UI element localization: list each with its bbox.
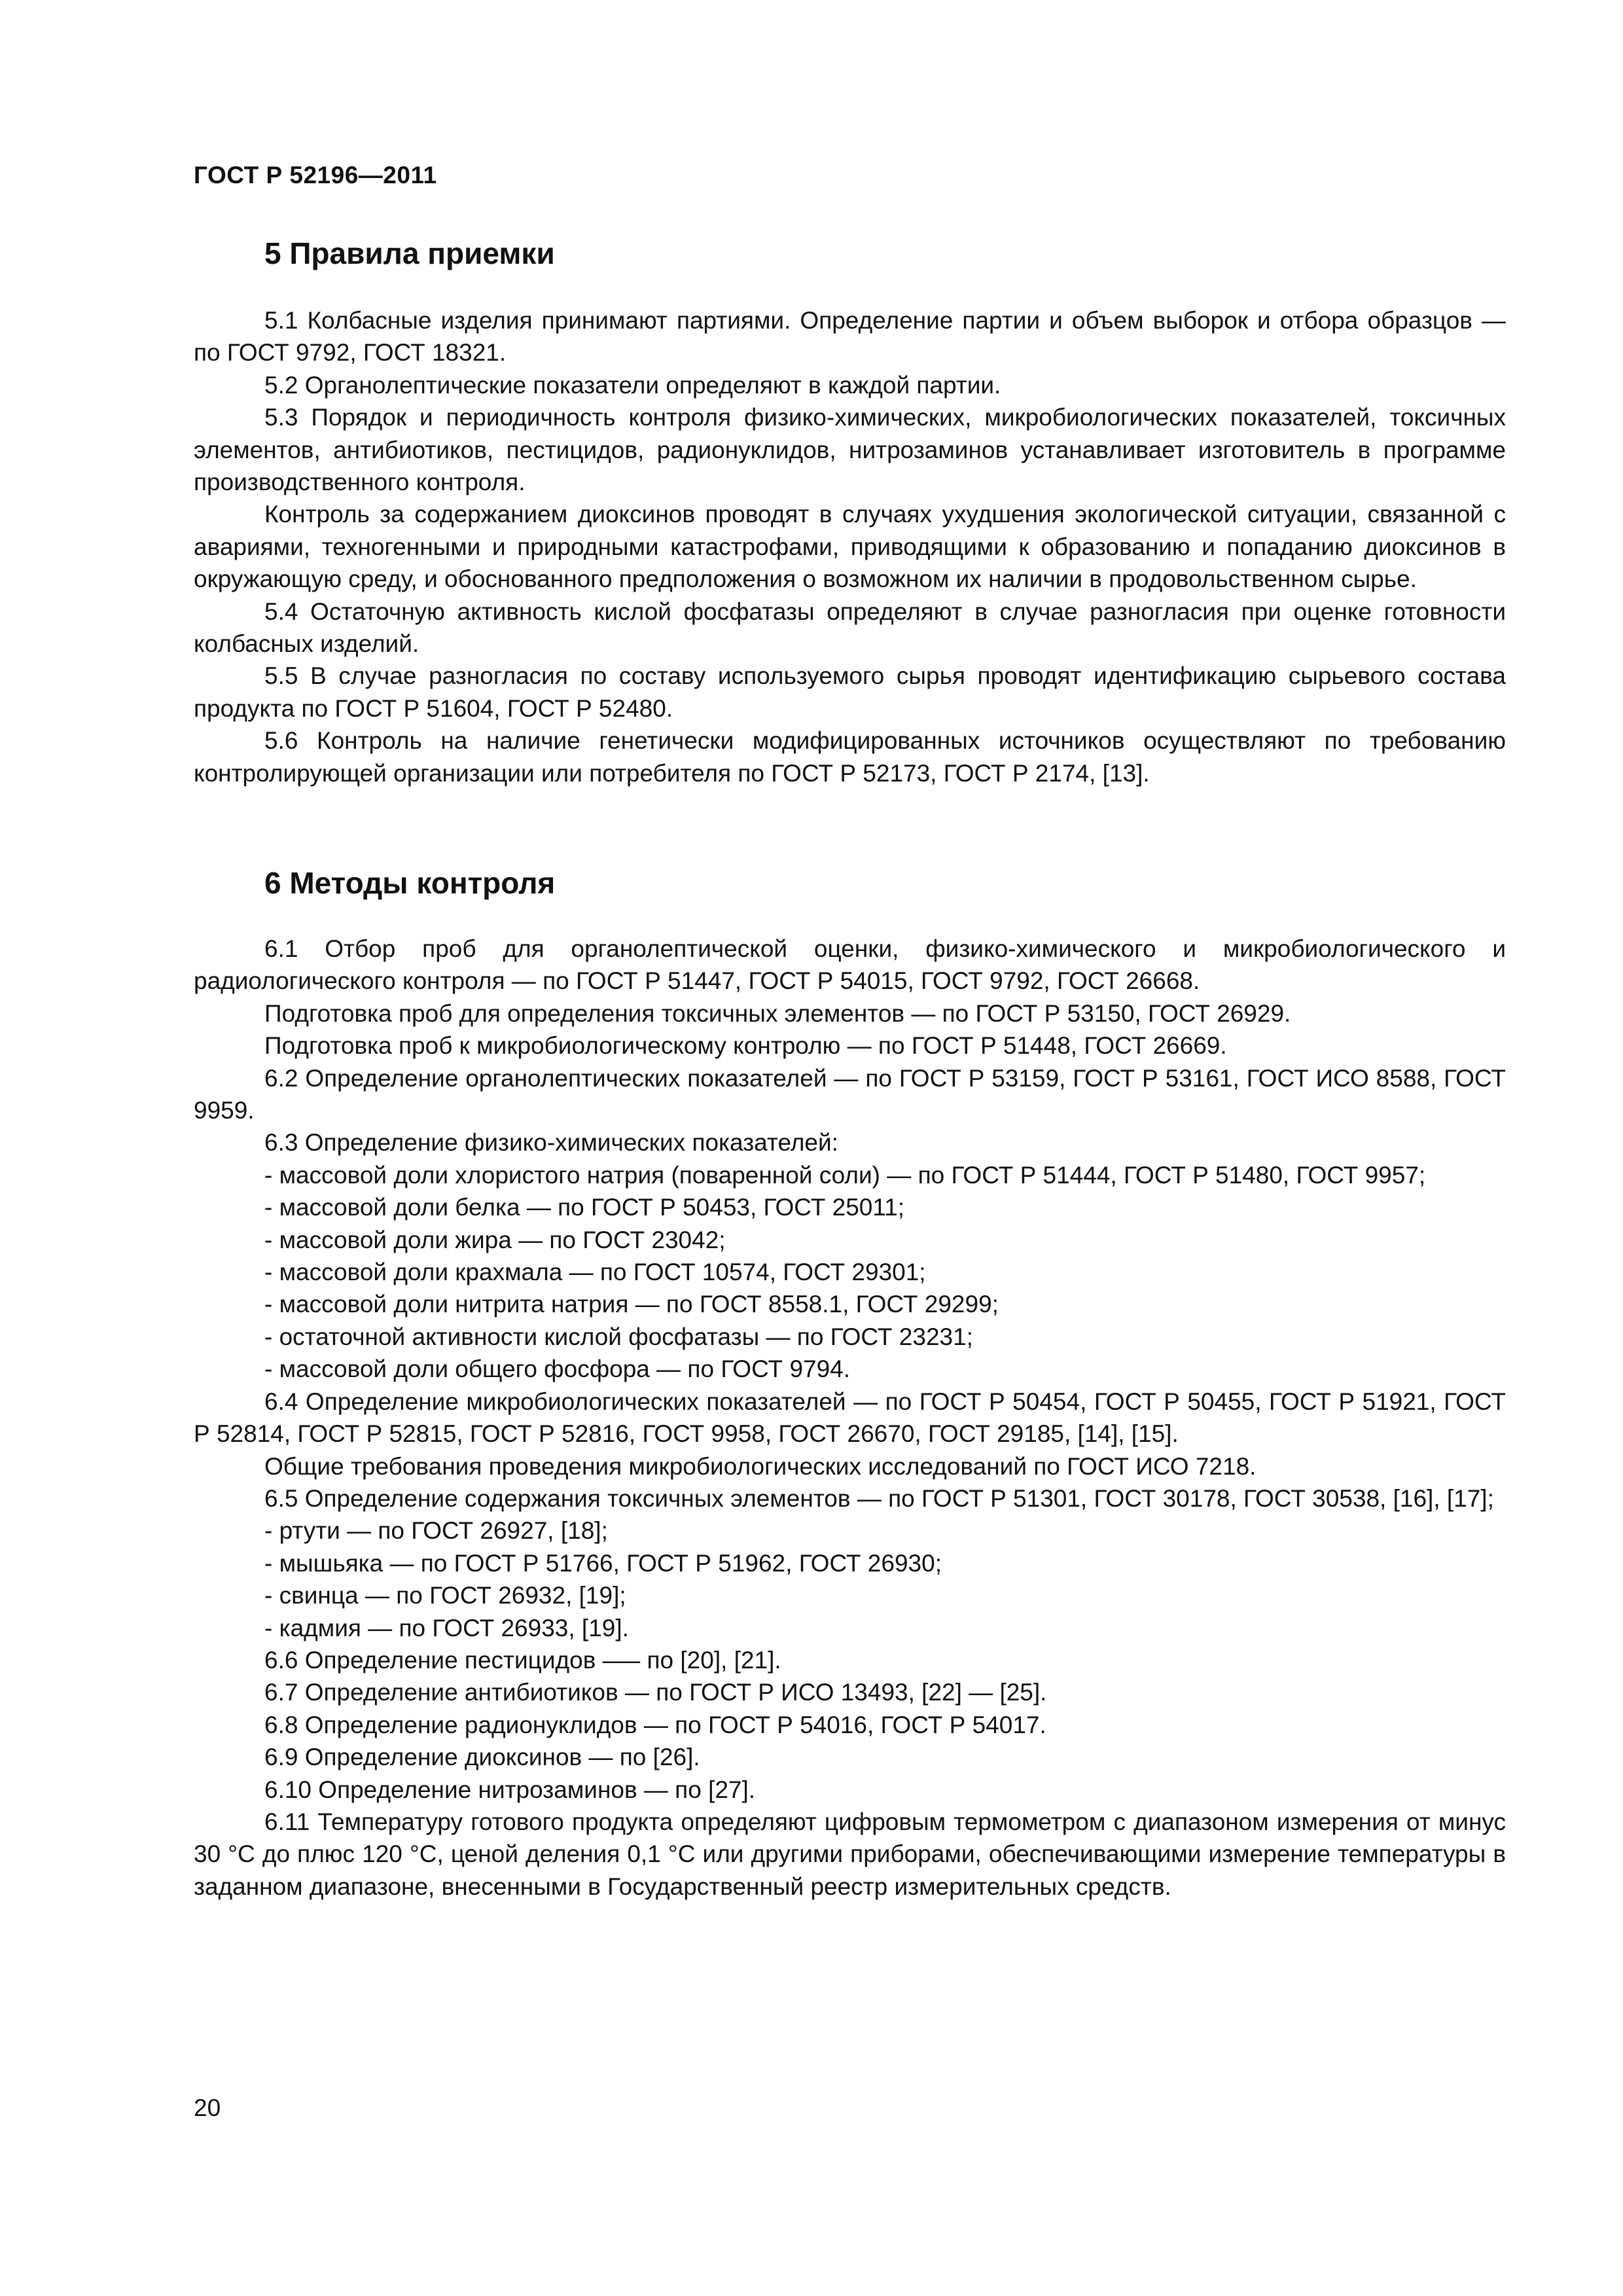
clause-6-10: 6.10 Определение нитрозаминов — по [27]. [264,1776,756,1803]
list-item-arsenic: - мышьяка — по ГОСТ Р 51766, ГОСТ Р 51962, ГОСТ 26930; [264,1549,942,1577]
list-item-phosphatase: - остаточной активности кислой фосфатазы — по ГОСТ 23231; [264,1323,973,1350]
clause-6-7: 6.7 Определение антибиотиков — по ГОСТ Р ИСО 13493, [22] — [25]. [264,1679,1047,1706]
micro-general-requirements: Общие требования проведения микробиологических исследований по ГОСТ ИСО 7218. [264,1452,1257,1480]
clause-5-1: 5.1 Колбасные изделия принимают партиями. Определение партии и объем выборок и отбора образцов — по ГОСТ 9792, ГОСТ 18321. [194,307,1506,367]
clause-6-8: 6.8 Определение радионуклидов — по ГОСТ Р 54016, ГОСТ Р 54017. [264,1711,1046,1738]
clause-5-2: 5.2 Органолептические показатели определяют в каждой партии. [264,371,1001,399]
clause-6-11: 6.11 Температуру готового продукта определяют цифровым термометром с диапазоном измерения от минус 30 °С до плюс 120 °С, ценой деления 0,1 °С или другими приборами, обеспечивающими измерение температуры в заданном диапазоне, внесенными в Государственный реестр измерительных средств. [194,1808,1506,1900]
list-item-lead: - свинца — по ГОСТ 26932, [19]; [264,1582,626,1609]
clause-5-6: 5.6 Контроль на наличие генетически модифицированных источников осуществляют по требованию контролирующей организации или потребителя по ГОСТ Р 52173, ГОСТ Р 2174, [13]. [194,727,1506,787]
clause-5-4: 5.4 Остаточную активность кислой фосфатазы определяют в случае разногласия при оценке готовности колбасных изделий. [194,598,1506,658]
clause-6-9: 6.9 Определение диоксинов — по [26]. [264,1744,700,1771]
clause-6-5: 6.5 Определение содержания токсичных элементов — по ГОСТ Р 51301, ГОСТ 30178, ГОСТ 30538, [16], [17]; [264,1484,1494,1512]
section-5-body [194,304,1506,789]
toxic-sample-prep: Подготовка проб для определения токсичных элементов — по ГОСТ Р 53150, ГОСТ 26929. [264,999,1291,1027]
list-item-mercury: - ртути — по ГОСТ 26927, [18]; [264,1517,608,1545]
page-number: 20 [194,2094,221,2121]
section-6-body [194,933,1506,1903]
clause-6-6: 6.6 Определение пестицидов —– по [20], [21]. [264,1646,781,1674]
clause-5-5: 5.5 В случае разногласия по составу используемого сырья проводят идентификацию сырьевого состава продукта по ГОСТ Р 51604, ГОСТ Р 52480. [194,662,1506,722]
document-code: ГОСТ Р 52196—2011 [194,162,437,188]
section-5-title: 5 Правила приемки [264,236,555,270]
clause-5-3: 5.3 Порядок и периодичность контроля физико-химических, микробиологических показателей, токсичных элементов, антибиотиков, пестицидов, радионуклидов, нитрозаминов устанавливает изготовитель в программе производственного контроля. [194,404,1506,496]
clause-6-4: 6.4 Определение микробиологических показателей — по ГОСТ Р 50454, ГОСТ Р 50455, ГОСТ Р 51921, ГОСТ Р 52814, ГОСТ Р 52815, ГОСТ Р 52816, ГОСТ 9958, ГОСТ 26670, ГОСТ 29185, [14], [15]. [194,1388,1506,1448]
section-6-title: 6 Методы контроля [264,866,556,900]
dioxin-control-paragraph: Контроль за содержанием диоксинов проводят в случаях ухудшения экологической ситуации, связанной с авариями, техногенными и природными катастрофами, приводящими к образованию и попаданию диоксинов в окружающую среду, и обоснованного предположения о возможном их наличии в продовольственном сырье. [194,501,1506,593]
list-item-salt: - массовой доли хлористого натрия (поваренной соли) — по ГОСТ Р 51444, ГОСТ Р 51480, ГОСТ 9957; [264,1161,1426,1189]
list-item-phosphorus: - массовой доли общего фосфора — по ГОСТ 9794. [264,1355,851,1383]
list-item-starch: - массовой доли крахмала — по ГОСТ 10574, ГОСТ 29301; [264,1259,926,1286]
list-item-protein: - массовой доли белка — по ГОСТ Р 50453, ГОСТ 25011; [264,1194,905,1221]
clause-6-3: 6.3 Определение физико-химических показателей: [264,1129,838,1157]
list-item-fat: - массовой доли жира — по ГОСТ 23042; [264,1226,726,1253]
list-item-nitrite: - массовой доли нитрита натрия — по ГОСТ 8558.1, ГОСТ 29299; [264,1291,999,1318]
list-item-cadmium: - кадмия — по ГОСТ 26933, [19]. [264,1614,629,1641]
micro-sample-prep: Подготовка проб к микробиологическому контролю — по ГОСТ Р 51448, ГОСТ 26669. [264,1032,1227,1060]
clause-6-1: 6.1 Отбор проб для органолептической оценки, физико-химического и микробиологического и радиологического контроля — по ГОСТ Р 51447, ГОСТ Р 54015, ГОСТ 9792, ГОСТ 26668. [194,935,1506,995]
clause-6-2: 6.2 Определение органолептических показателей — по ГОСТ Р 53159, ГОСТ Р 53161, ГОСТ ИСО 8588, ГОСТ 9959. [194,1064,1506,1124]
